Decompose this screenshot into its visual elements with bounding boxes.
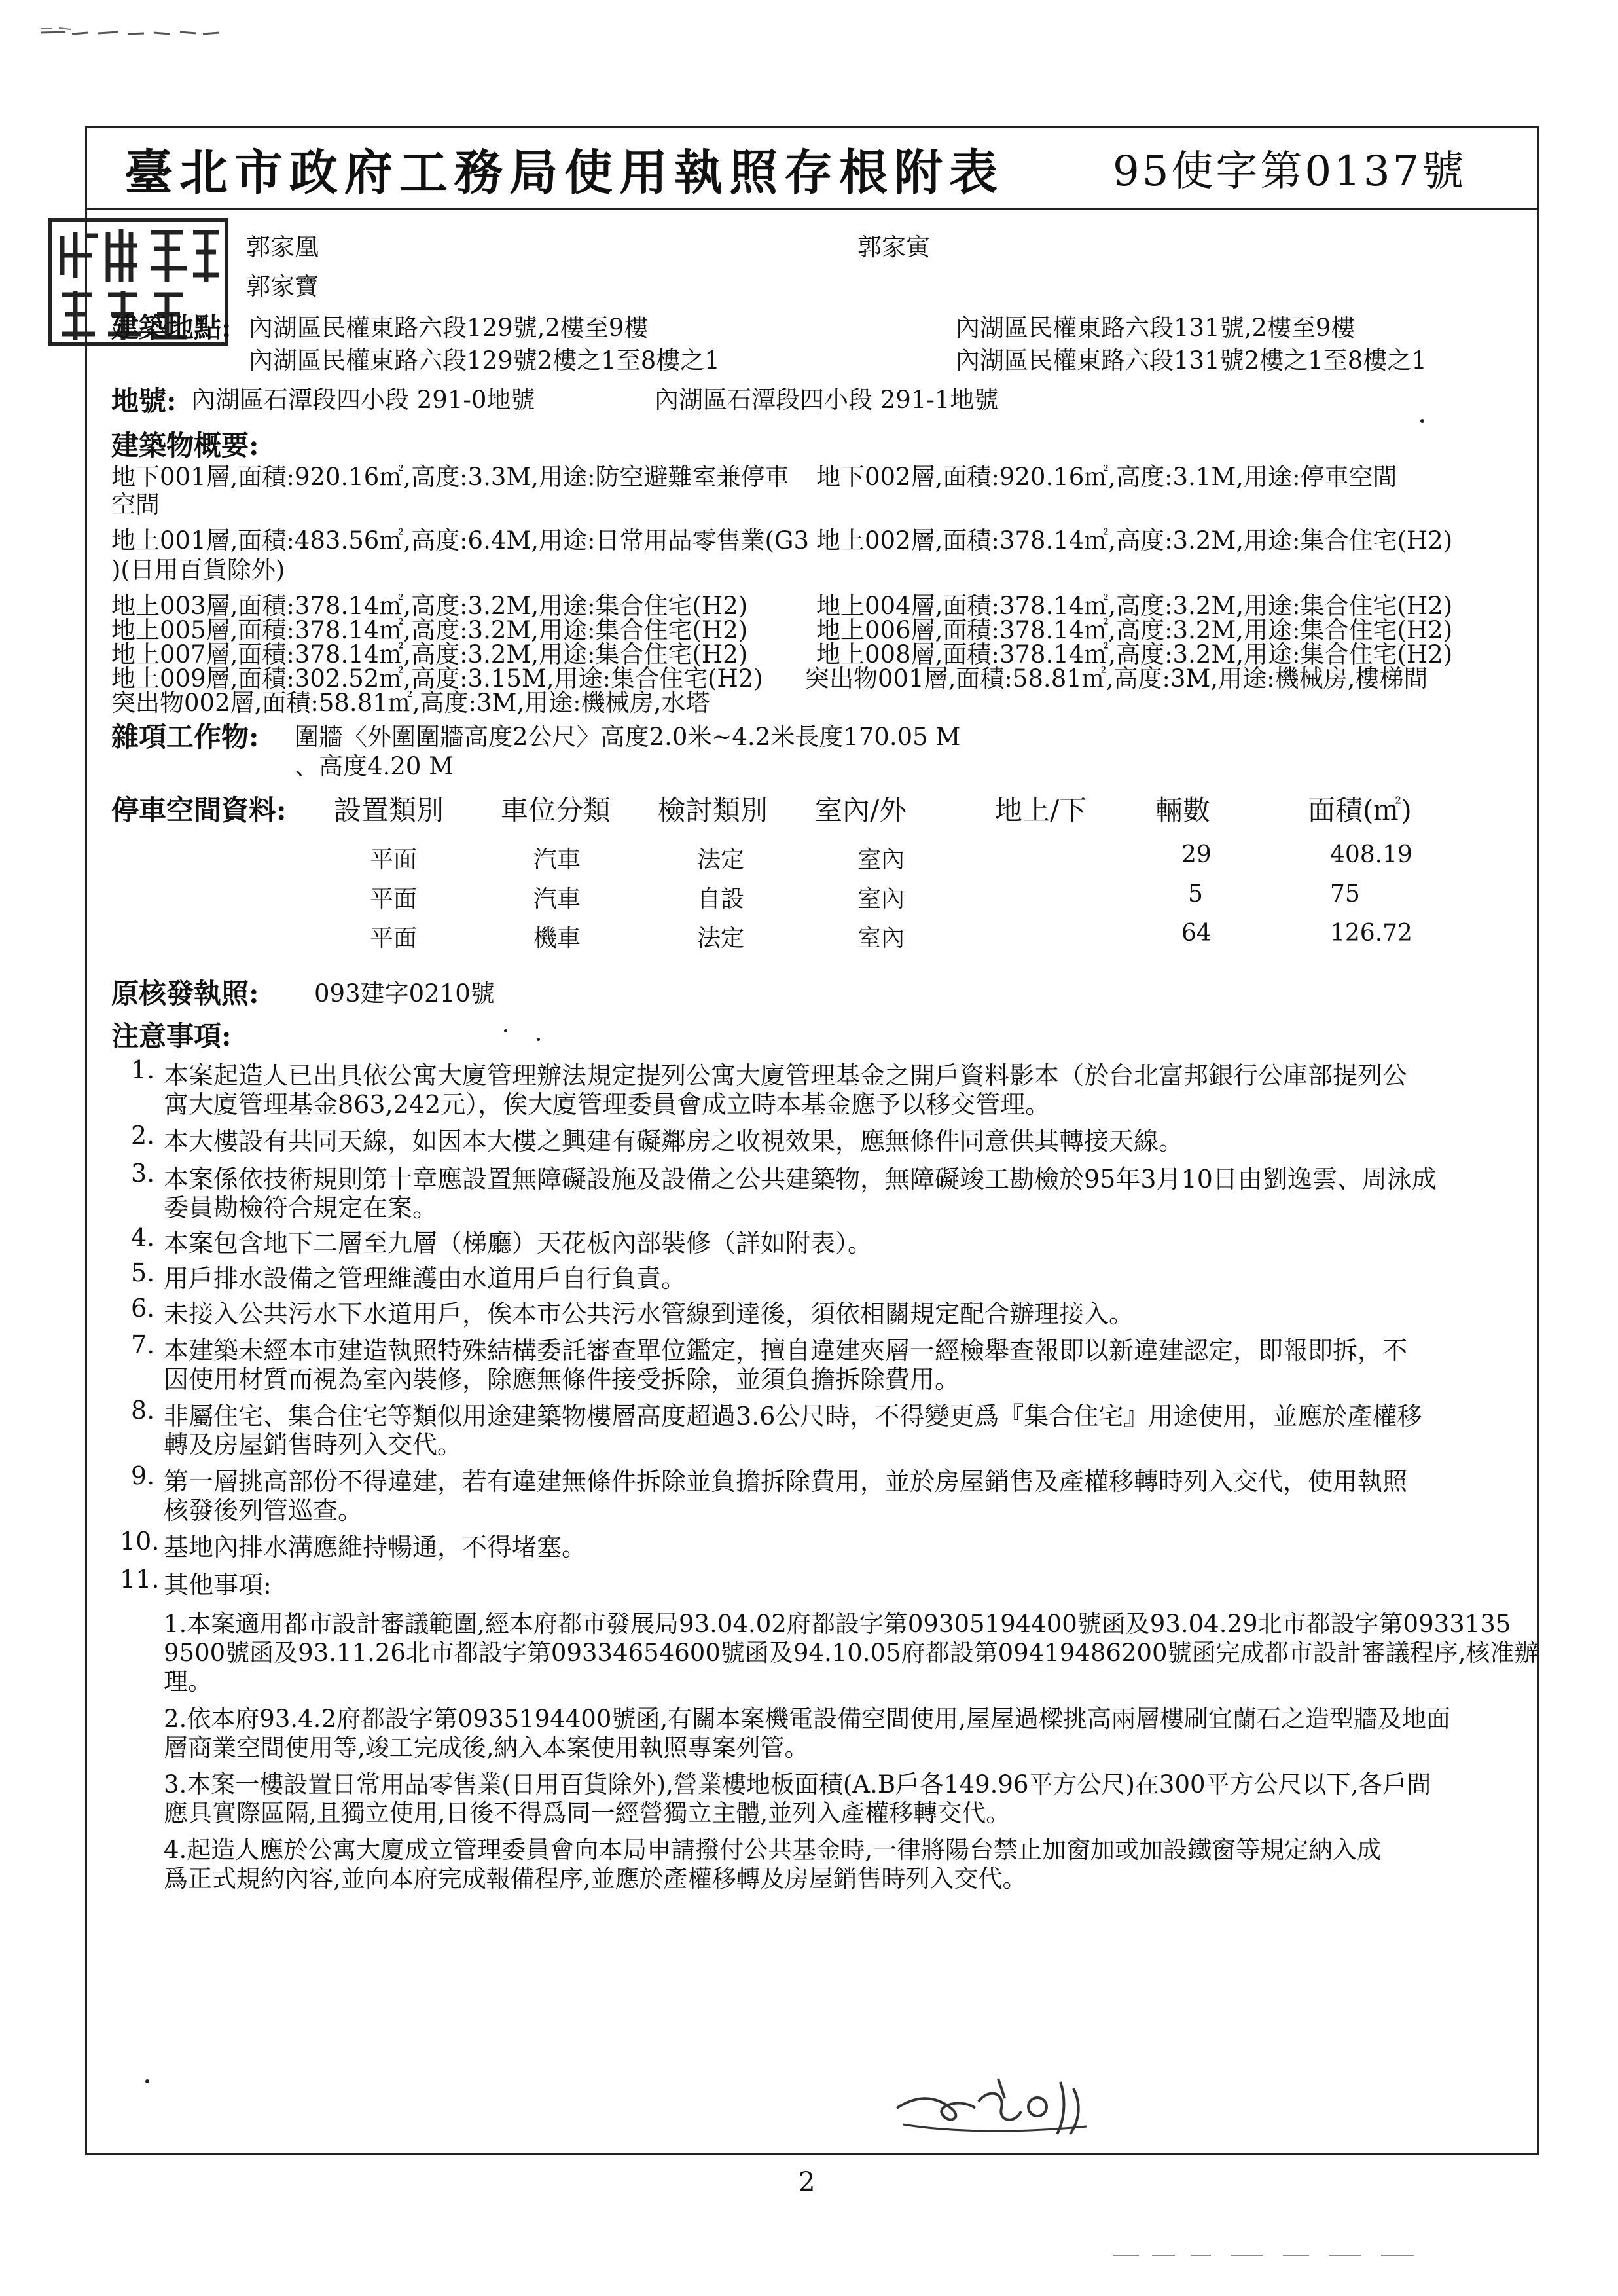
table-cell: 自設	[697, 886, 745, 913]
note-number: 3.	[131, 1159, 155, 1188]
table-cell: 室內	[857, 847, 905, 873]
floor-entry: 地上001層,面積:483.56㎡,高度:6.4M,用途:日常用品零售業(G3	[111, 526, 810, 555]
parking-header: 地上/下	[995, 794, 1087, 826]
lot-label: 地號:	[111, 385, 177, 417]
floor-entry: 地上007層,面積:378.14㎡,高度:3.2M,用途:集合住宅(H2)	[111, 640, 748, 668]
note-text: 核發後列管巡查。	[164, 1496, 363, 1525]
misc-works-label: 雜項工作物:	[111, 721, 259, 753]
scan-dot	[504, 1029, 507, 1032]
original-permit-number: 093建字0210號	[314, 979, 495, 1008]
floor-entry: 地上002層,面積:378.14㎡,高度:3.2M,用途:集合住宅(H2)	[816, 526, 1453, 555]
floor-entry: 地上009層,面積:302.52㎡,高度:3.15M,用途:集合住宅(H2)	[111, 665, 763, 693]
floor-entry: 地上008層,面積:378.14㎡,高度:3.2M,用途:集合住宅(H2)	[816, 640, 1453, 668]
note-text: 轉及房屋銷售時列入交代。	[164, 1430, 463, 1459]
scan-dot	[537, 1038, 540, 1041]
note-number: 9.	[131, 1461, 155, 1490]
parking-header: 車位分類	[501, 794, 611, 826]
floor-entry: 突出物002層,面積:58.81㎡,高度:3M,用途:機械房,水塔	[111, 689, 710, 717]
other-matter-line: 9500號函及93.11.26北市都設字第09334654600號函及94.10.05府都設第09419486200號函完成都市設計審議程序,核准辦	[164, 1639, 1539, 1667]
floor-entry: 空間	[111, 490, 160, 519]
table-cell: 汽車	[533, 886, 581, 913]
parking-header: 檢討類別	[658, 794, 768, 826]
note-number: 8.	[131, 1396, 155, 1425]
other-matter-line: 層商業空間使用等,竣工完成後,納入本案使用執照專案列管。	[164, 1734, 809, 1762]
table-cell: 汽車	[533, 847, 581, 873]
scan-artifact-icon	[39, 26, 223, 38]
permit-number: 95使字第0137號	[1113, 147, 1467, 196]
site-address: 內湖區民權東路六段131號2樓之1至8樓之1	[956, 346, 1427, 374]
note-text: 本案包含地下二層至九層（梯廳）天花板內部裝修（詳如附表）。	[164, 1229, 873, 1258]
note-text: 本建築未經本市建造執照特殊結構委託審查單位鑑定，擅自違建夾層一經檢舉查報即以新違建認定，即報即拆，不	[164, 1336, 1408, 1365]
other-matter-line: 3.本案一樓設置日常用品零售業(日用百貨除外),營業樓地板面積(A.B戶各149.96平方公尺)在300平方公尺以下,各戶間	[164, 1770, 1431, 1798]
note-text: 本案起造人已出具依公寓大廈管理辦法規定提列公寓大廈管理基金之開戶資料影本（於台北富邦銀行公庫部提列公	[164, 1061, 1408, 1090]
lot-number: 內湖區石潭段四小段 291-0地號	[191, 386, 535, 414]
note-text: 非屬住宅、集合住宅等類似用途建築物樓層高度超過3.6公尺時，不得變更爲『集合住宅』用途使用，並應於產權移	[164, 1402, 1422, 1430]
floor-entry: )(日用百貨除外)	[111, 556, 285, 584]
parking-label: 停車空間資料:	[111, 794, 287, 826]
misc-works-line: 圍牆〈外圍圍牆高度2公尺〉高度2.0米~4.2米長度170.05 M	[295, 723, 961, 751]
note-number: 4.	[131, 1223, 155, 1252]
scan-artifact-icon	[1113, 2252, 1440, 2259]
parking-header: 設置類別	[334, 794, 444, 826]
note-text: 第一層挑高部份不得違建，若有違建無條件拆除並負擔拆除費用，並於房屋銷售及產權移轉時列入交代，使用執照	[164, 1467, 1408, 1496]
note-text: 本大樓設有共同天線，如因本大樓之興建有礙鄰房之收視效果，應無條件同意供其轉接天線。	[164, 1127, 1184, 1156]
notes-label: 注意事項:	[111, 1020, 232, 1052]
scan-dot	[145, 2079, 149, 2083]
note-text: 其他事項:	[164, 1571, 272, 1599]
table-cell: 法定	[697, 925, 745, 952]
note-text: 基地內排水溝應維持暢通，不得堵塞。	[164, 1533, 587, 1561]
other-matter-line: 爲正式規約內容,並向本府完成報備程序,並應於產權移轉及房屋銷售時列入交代。	[164, 1865, 1027, 1893]
table-cell: 5	[1188, 881, 1203, 907]
table-cell: 29	[1181, 841, 1212, 868]
other-matter-line: 1.本案適用都市設計審議範圍,經本府都市發展局93.04.02府都設字第09305194400號函及93.04.29北市都設字第0933135	[164, 1610, 1511, 1638]
floor-entry: 突出物001層,面積:58.81㎡,高度:3M,用途:機械房,樓梯間	[805, 665, 1428, 693]
note-text: 因使用材質而視為室內裝修，除應無條件接受拆除，並須負擔拆除費用。	[164, 1365, 960, 1394]
table-cell: 室內	[857, 925, 905, 952]
parking-header: 室內/外	[815, 794, 907, 826]
floor-entry: 地下002層,面積:920.16㎡,高度:3.1M,用途:停車空間	[816, 463, 1397, 491]
table-cell: 室內	[857, 886, 905, 913]
misc-works-line: 、高度4.20 M	[295, 752, 454, 780]
floor-entry: 地下001層,面積:920.16㎡,高度:3.3M,用途:防空避難室兼停車	[111, 463, 789, 491]
site-address: 內湖區民權東路六段129號2樓之1至8樓之1	[249, 346, 720, 374]
table-cell: 64	[1181, 920, 1212, 947]
table-cell: 法定	[697, 847, 745, 873]
site-address: 內湖區民權東路六段129號,2樓至9樓	[249, 314, 649, 342]
title-divider	[85, 208, 1539, 210]
original-permit-label: 原核發執照:	[111, 977, 259, 1010]
note-number: 1.	[131, 1055, 155, 1084]
table-cell: 平面	[370, 847, 418, 873]
lot-number: 內湖區石潭段四小段 291-1地號	[655, 386, 999, 414]
note-text: 本案係依技術規則第十章應設置無障礙設施及設備之公共建築物，無障礙竣工勘檢於95年3月10日由劉逸雲、周泳成	[164, 1165, 1437, 1194]
parking-header: 面積(㎡)	[1308, 794, 1412, 826]
site-address: 內湖區民權東路六段131號,2樓至9樓	[956, 314, 1356, 342]
building-overview-label: 建築物概要:	[111, 429, 259, 462]
parking-header: 輛數	[1155, 794, 1211, 826]
table-cell: 126.72	[1330, 920, 1412, 947]
owner-name: 郭家寶	[246, 272, 319, 301]
note-text: 委員勘檢符合規定在案。	[164, 1194, 438, 1222]
table-cell: 75	[1330, 881, 1360, 907]
floor-entry: 地上003層,面積:378.14㎡,高度:3.2M,用途:集合住宅(H2)	[111, 592, 748, 620]
table-cell: 平面	[370, 886, 418, 913]
other-matter-line: 2.依本府93.4.2府都設字第0935194400號函,有關本案機電設備空間使用,屋屋過樑挑高兩層樓刷宜蘭石之造型牆及地面	[164, 1705, 1450, 1733]
other-matter-line: 應具實際區隔,且獨立使用,日後不得爲同一經營獨立主體,並列入產權移轉交代。	[164, 1799, 1011, 1827]
floor-entry: 地上005層,面積:378.14㎡,高度:3.2M,用途:集合住宅(H2)	[111, 616, 748, 644]
note-text: 用戶排水設備之管理維護由水道用戶自行負責。	[164, 1264, 687, 1293]
other-matter-line: 理。	[164, 1667, 212, 1696]
page-number: 2	[799, 2167, 816, 2197]
note-number: 7.	[131, 1330, 155, 1359]
note-number: 11.	[120, 1565, 160, 1594]
note-number: 10.	[120, 1527, 160, 1556]
floor-entry: 地上004層,面積:378.14㎡,高度:3.2M,用途:集合住宅(H2)	[816, 592, 1453, 620]
owner-name: 郭家寅	[857, 233, 930, 261]
note-number: 6.	[131, 1294, 155, 1322]
site-label: 建築地點:	[111, 312, 232, 344]
note-number: 5.	[131, 1258, 155, 1287]
table-cell: 機車	[533, 925, 581, 952]
owner-name: 郭家凰	[246, 233, 319, 261]
floor-entry: 地上006層,面積:378.14㎡,高度:3.2M,用途:集合住宅(H2)	[816, 616, 1453, 644]
scan-dot	[1420, 419, 1424, 423]
note-number: 2.	[131, 1121, 155, 1150]
table-cell: 408.19	[1330, 841, 1412, 868]
other-matter-line: 4.起造人應於公寓大廈成立管理委員會向本局申請撥付公共基金時,一律將陽台禁止加窗加或加設鐵窗等規定納入成	[164, 1836, 1382, 1864]
handwritten-signature-icon	[890, 2069, 1100, 2141]
note-text: 寓大廈管理基金863,242元），俟大廈管理委員會成立時本基金應予以移交管理。	[164, 1090, 1051, 1119]
document-title: 臺北市政府工務局使用執照存根附表	[124, 145, 1004, 201]
table-cell: 平面	[370, 925, 418, 952]
note-text: 未接入公共污水下水道用戶，俟本市公共污水管線到達後，須依相關規定配合辦理接入。	[164, 1300, 1134, 1328]
